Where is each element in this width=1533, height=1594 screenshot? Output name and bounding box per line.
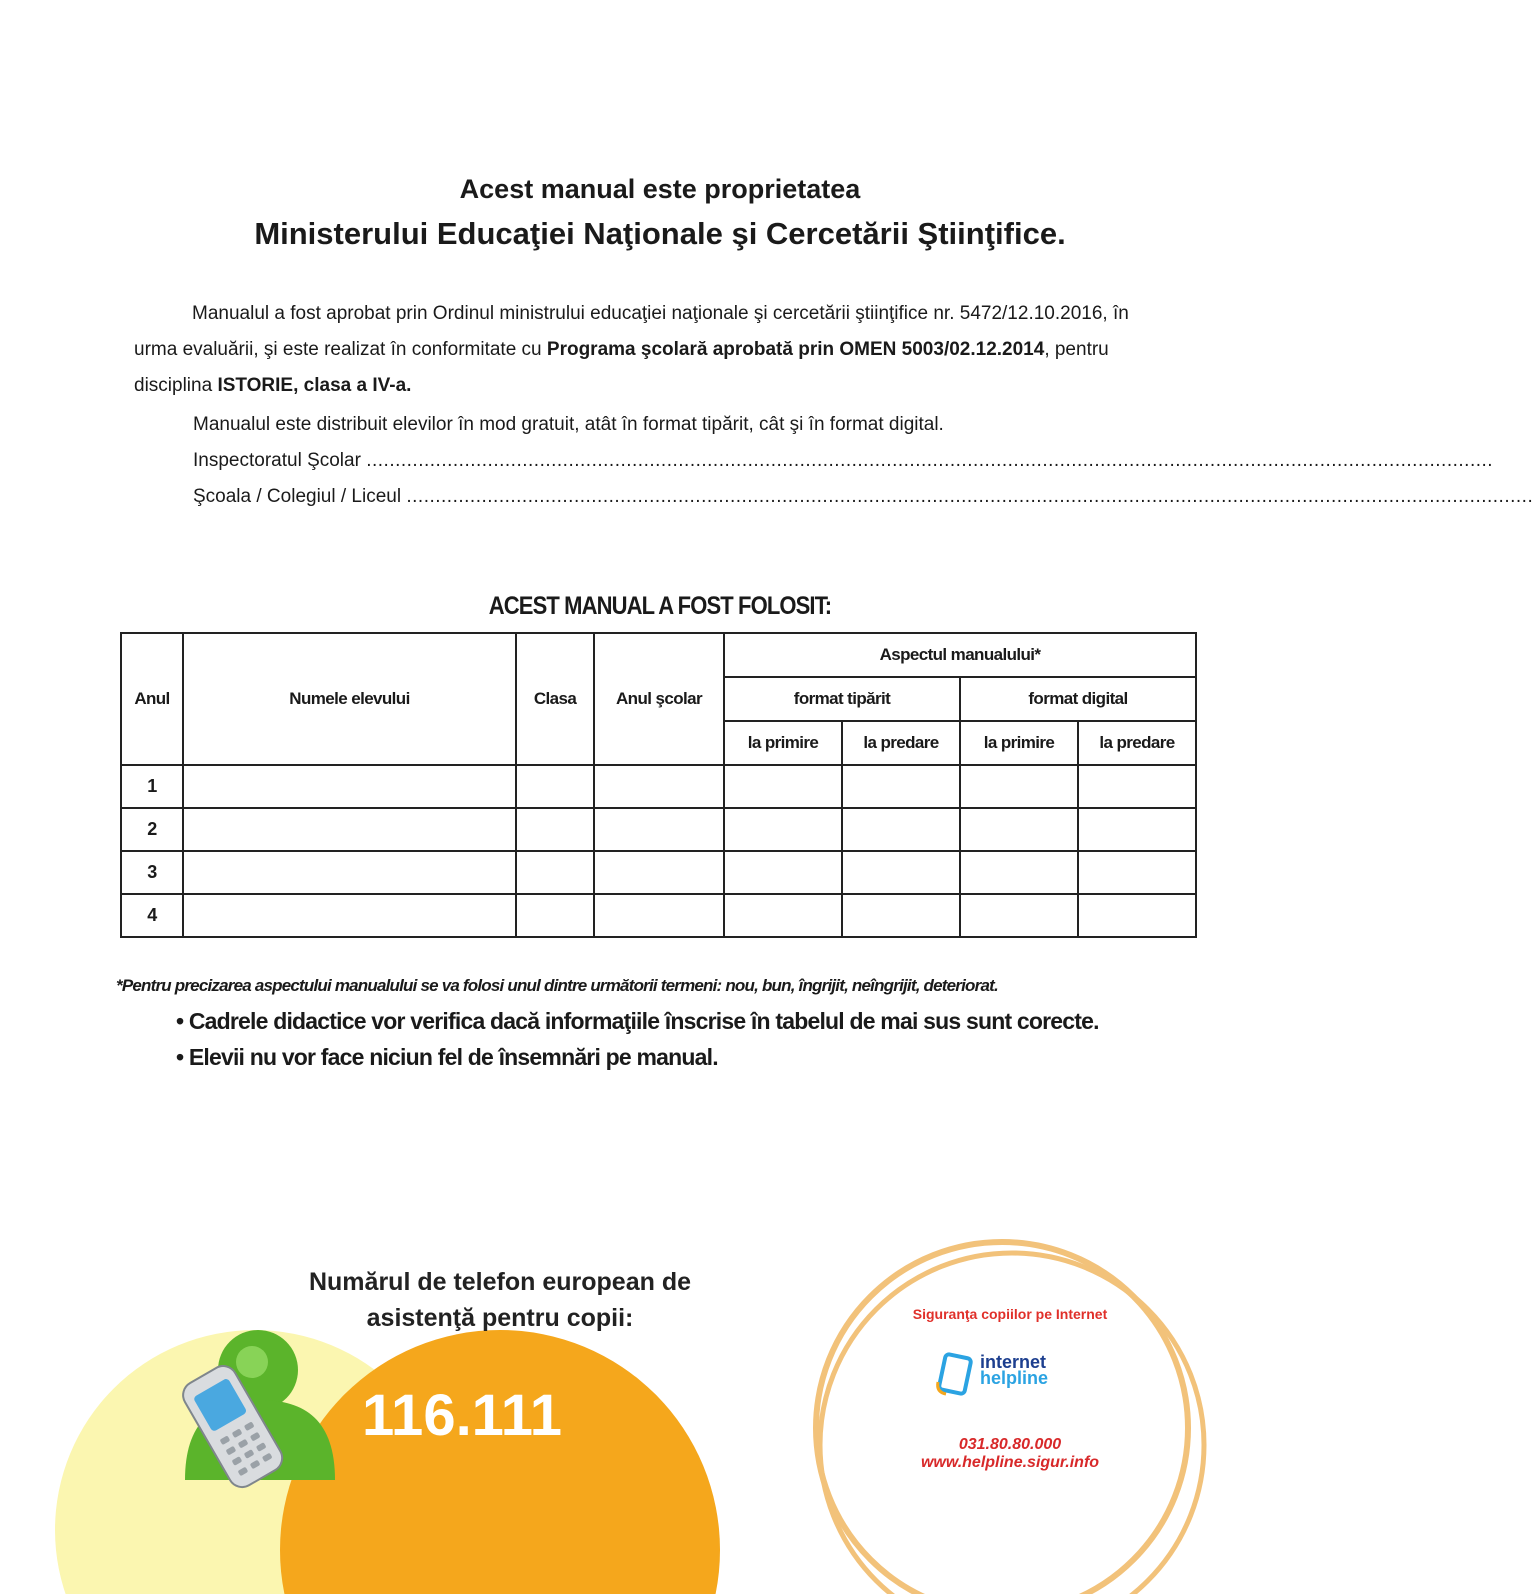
table-row: [121, 765, 1196, 808]
cell-student-name[interactable]: [183, 894, 516, 937]
tablet-icon: [934, 1352, 978, 1396]
cell-student-name[interactable]: [183, 851, 516, 894]
cell-digital-returned[interactable]: [1078, 851, 1196, 894]
school-dotted-line: ...................................................................................................................................................................................................: [406, 486, 1533, 507]
eu-helpline-title-line2: asistenţă pentru copii:: [366, 1304, 634, 1332]
ownership-title: Acest manual este proprietatea: [459, 174, 861, 204]
row-number: 1: [121, 765, 183, 808]
footnote-text: *Pentru precizarea aspectului manualului se va folosi unul dintre următorii termeni:: [116, 976, 726, 995]
row-number: 4: [121, 894, 183, 937]
distribution-text: Manualul este distribuit elevilor în mod gratuit, atât în format tipărit, cât şi în format digital.: [193, 414, 944, 435]
cell-digital-received[interactable]: [960, 851, 1078, 894]
internet-helpline-phone: 031.80.80.000: [958, 1436, 1062, 1453]
header-year: Anul: [121, 633, 183, 765]
table-row: [121, 851, 1196, 894]
header-printed-received: la primire: [724, 721, 842, 765]
eu-helpline-title-line1: Numărul de telefon european de: [308, 1268, 691, 1296]
approval-text-a: Manualul a fost aprobat prin Ordinul ministrului educaţiei naţionale şi cercetării ştiinţifice nr. 5472/12.10.2016, în urma evaluării, şi este realizat în conformitate cu: [134, 303, 1129, 360]
cell-printed-returned[interactable]: [842, 808, 960, 851]
inspectorate-dotted-line: ...................................................................................................................................................................................................: [366, 450, 1494, 471]
cell-class[interactable]: [516, 851, 594, 894]
cell-school-year[interactable]: [594, 851, 724, 894]
header-digital-returned: la predare: [1078, 721, 1196, 765]
school-label: Şcoala / Colegiul / Liceul: [193, 486, 402, 507]
header-school-year: Anul şcolar: [594, 633, 724, 765]
cell-school-year[interactable]: [594, 808, 724, 851]
internet-safety-slogan: Siguranţa copiilor pe Internet: [912, 1306, 1108, 1322]
cell-student-name[interactable]: [183, 765, 516, 808]
approval-program: Programa şcolară aprobată prin OMEN 5003/02.12.2014: [546, 339, 1045, 360]
cell-digital-received[interactable]: [960, 894, 1078, 937]
cell-printed-received[interactable]: [724, 851, 842, 894]
header-aspect: Aspectul manualului*: [724, 633, 1196, 677]
header-class: Clasa: [516, 633, 594, 765]
inspectorate-field: [193, 450, 1494, 472]
note-teachers: • Cadrele didactice vor verifica dacă informaţiile înscrise în tabelul de mai sus sunt corecte.: [176, 1008, 1099, 1034]
cell-school-year[interactable]: [594, 894, 724, 937]
table-row: [121, 894, 1196, 937]
approval-text-b: , pentru disciplina: [134, 339, 1109, 396]
usage-table: [120, 632, 1197, 938]
header-digital-received: la primire: [960, 721, 1078, 765]
eu-helpline-number: 116.111: [362, 1383, 563, 1448]
row-number: 3: [121, 851, 183, 894]
internet-helpline-logo: [934, 1350, 1094, 1400]
cell-printed-returned[interactable]: [842, 894, 960, 937]
approval-paragraph: [134, 296, 1174, 404]
header-printed-format: format tipărit: [724, 677, 960, 721]
cell-class[interactable]: [516, 894, 594, 937]
header-printed-returned: la predare: [842, 721, 960, 765]
cell-printed-received[interactable]: [724, 808, 842, 851]
usage-table-title: ACEST MANUAL A FOST FOLOSIT:: [488, 592, 832, 620]
note-students: • Elevii nu vor face niciun fel de însemnări pe manual.: [176, 1044, 718, 1070]
footnote-terms: nou, bun, îngrijit, neîngrijit, deteriorat.: [725, 976, 998, 995]
school-field: [193, 486, 1533, 508]
cell-student-name[interactable]: [183, 808, 516, 851]
cell-class[interactable]: [516, 808, 594, 851]
cell-digital-received[interactable]: [960, 765, 1078, 808]
cell-digital-returned[interactable]: [1078, 765, 1196, 808]
aspect-footnote: [116, 976, 998, 996]
cell-printed-received[interactable]: [724, 894, 842, 937]
cell-printed-returned[interactable]: [842, 765, 960, 808]
internet-helpline-url[interactable]: www.helpline.sigur.info: [920, 1454, 1100, 1471]
cell-printed-returned[interactable]: [842, 851, 960, 894]
ministry-title: Ministerului Educaţiei Naţionale şi Cercetării Ştiinţifice.: [254, 216, 1066, 251]
cell-class[interactable]: [516, 765, 594, 808]
cell-digital-returned[interactable]: [1078, 808, 1196, 851]
cell-digital-returned[interactable]: [1078, 894, 1196, 937]
logo-word-internet: internet: [980, 1352, 1047, 1372]
cell-school-year[interactable]: [594, 765, 724, 808]
cell-printed-received[interactable]: [724, 765, 842, 808]
row-number: 2: [121, 808, 183, 851]
inspectorate-label: Inspectoratul Şcolar: [193, 450, 361, 471]
header-digital-format: format digital: [960, 677, 1196, 721]
approval-discipline: ISTORIE, clasa a IV-a.: [217, 375, 412, 396]
logo-word-helpline: helpline: [980, 1368, 1049, 1388]
eu-helpline-title: [260, 1264, 740, 1336]
table-row: [121, 808, 1196, 851]
cell-digital-received[interactable]: [960, 808, 1078, 851]
header-student-name: Numele elevului: [183, 633, 516, 765]
